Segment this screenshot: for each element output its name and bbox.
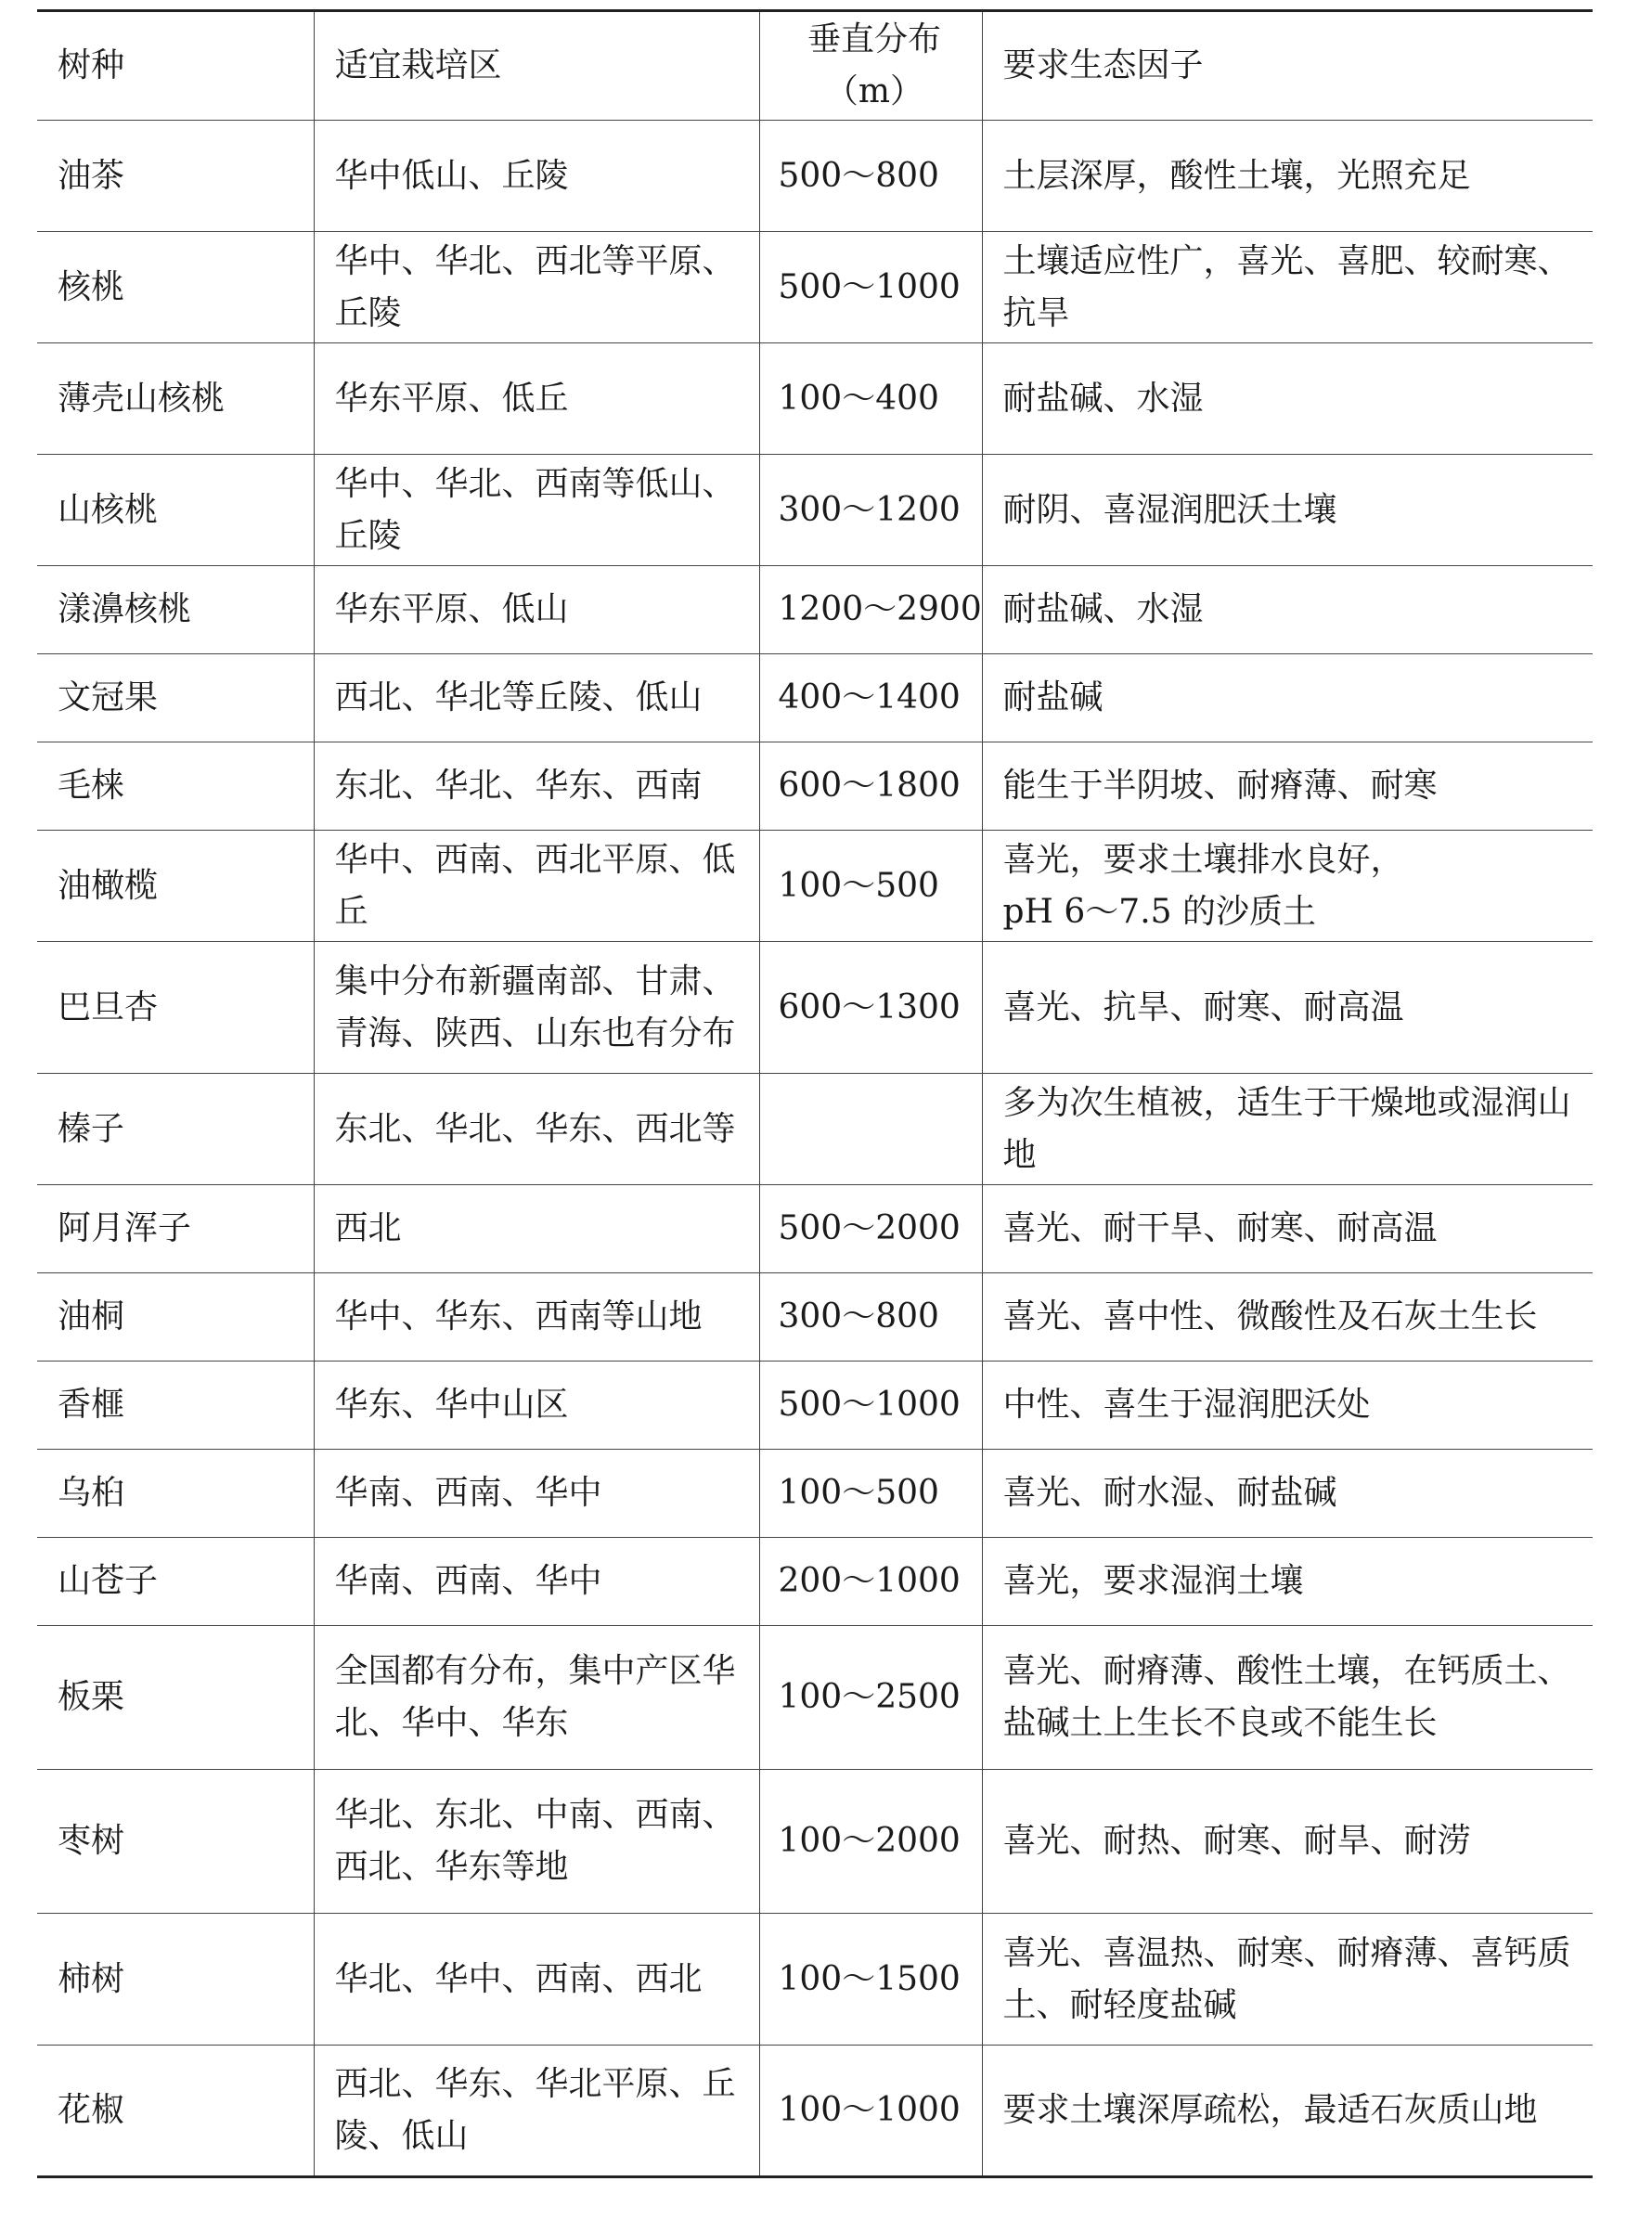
table-header-row: [37, 11, 1593, 121]
cell-species: 漾濞核桃: [37, 566, 314, 654]
cell-region: 东北、华北、华东、西北等: [314, 1074, 759, 1185]
cell-region: 华东、华中山区: [314, 1362, 759, 1450]
table-row: [37, 1273, 1593, 1362]
cell-region: 西北、华东、华北平原、丘陵、低山: [314, 2046, 759, 2177]
table-row: [37, 654, 1593, 742]
cell-ecology: 土层深厚，酸性土壤，光照充足: [982, 121, 1593, 232]
cell-ecology: 中性、喜生于湿润肥沃处: [982, 1362, 1593, 1450]
header-vertical-distribution: [759, 11, 982, 121]
table-row: [37, 1770, 1593, 1914]
cell-species: 山苍子: [37, 1538, 314, 1626]
cell-vertical-distribution: 600～1300: [759, 942, 982, 1074]
cell-vertical-distribution: 100～1000: [759, 2046, 982, 2177]
cell-vertical-distribution: 300～1200: [759, 455, 982, 566]
cell-region: 华南、西南、华中: [314, 1450, 759, 1538]
cell-vertical-distribution: 100～400: [759, 343, 982, 455]
cell-species: 乌桕: [37, 1450, 314, 1538]
cell-vertical-distribution: 400～1400: [759, 654, 982, 742]
cell-vertical-distribution: [759, 1074, 982, 1185]
cell-region: 华北、华中、西南、西北: [314, 1914, 759, 2046]
cell-ecology: 要求土壤深厚疏松，最适石灰质山地: [982, 2046, 1593, 2177]
table-row: [37, 1362, 1593, 1450]
cell-region: 华东平原、低山: [314, 566, 759, 654]
cell-region: 西北、华北等丘陵、低山: [314, 654, 759, 742]
table-row: [37, 742, 1593, 831]
table-row: [37, 2046, 1593, 2177]
cell-ecology: 耐盐碱、水湿: [982, 343, 1593, 455]
cell-vertical-distribution: 100～1500: [759, 1914, 982, 2046]
cell-vertical-distribution: 100～2000: [759, 1770, 982, 1914]
cell-vertical-distribution: 300～800: [759, 1273, 982, 1362]
cell-ecology: 喜光、喜温热、耐寒、耐瘠薄、喜钙质土、耐轻度盐碱: [982, 1914, 1593, 2046]
cell-species: 文冠果: [37, 654, 314, 742]
cell-ecology: 喜光、抗旱、耐寒、耐高温: [982, 942, 1593, 1074]
cell-ecology: 喜光、耐水湿、耐盐碱: [982, 1450, 1593, 1538]
cell-ecology: 土壤适应性广，喜光、喜肥、较耐寒、抗旱: [982, 232, 1593, 343]
cell-ecology: 喜光、耐干旱、耐寒、耐高温: [982, 1185, 1593, 1273]
header-ecology: 要求生态因子: [982, 11, 1593, 121]
cell-region: 东北、华北、华东、西南: [314, 742, 759, 831]
table-row: [37, 121, 1593, 232]
header-species: 树种: [37, 11, 314, 121]
cell-region: 华东平原、低丘: [314, 343, 759, 455]
cell-ecology: 喜光，要求湿润土壤: [982, 1538, 1593, 1626]
cell-ecology-line: 喜光，要求土壤排水良好，: [1002, 840, 1404, 879]
table-row: [37, 343, 1593, 455]
table-row: [37, 1914, 1593, 2046]
header-region: 适宜栽培区: [314, 11, 759, 121]
cell-species: 榛子: [37, 1074, 314, 1185]
cell-ecology: 耐盐碱: [982, 654, 1593, 742]
table-row: [37, 1074, 1593, 1185]
cell-region: 全国都有分布，集中产区华北、华中、华东: [314, 1626, 759, 1770]
cell-region: 集中分布新疆南部、甘肃、青海、陕西、山东也有分布: [314, 942, 759, 1074]
table-row: [37, 942, 1593, 1074]
cell-ecology: 喜光、耐热、耐寒、耐旱、耐涝: [982, 1770, 1593, 1914]
cell-species: 柿树: [37, 1914, 314, 2046]
cell-vertical-distribution: 100～2500: [759, 1626, 982, 1770]
cell-species: 板栗: [37, 1626, 314, 1770]
cell-species: 油橄榄: [37, 831, 314, 942]
cell-vertical-distribution: 1200～2900: [759, 566, 982, 654]
cell-ecology: 喜光、喜中性、微酸性及石灰土生长: [982, 1273, 1593, 1362]
cell-species: 毛梾: [37, 742, 314, 831]
cell-species: 花椒: [37, 2046, 314, 2177]
table-row: [37, 232, 1593, 343]
cell-vertical-distribution: 200～1000: [759, 1538, 982, 1626]
cell-vertical-distribution: 600～1800: [759, 742, 982, 831]
cell-vertical-distribution: 500～2000: [759, 1185, 982, 1273]
table-row: [37, 1538, 1593, 1626]
table-row: [37, 1450, 1593, 1538]
cell-species: 阿月浑子: [37, 1185, 314, 1273]
cell-region: 华北、东北、中南、西南、西北、华东等地: [314, 1770, 759, 1914]
cell-region: 华南、西南、华中: [314, 1538, 759, 1626]
cell-ecology: 喜光、耐瘠薄、酸性土壤，在钙质土、盐碱土上生长不良或不能生长: [982, 1626, 1593, 1770]
cell-species: 薄壳山核桃: [37, 343, 314, 455]
cell-vertical-distribution: 500～1000: [759, 232, 982, 343]
cell-species: 油茶: [37, 121, 314, 232]
cell-vertical-distribution: 100～500: [759, 1450, 982, 1538]
cell-ecology: [982, 831, 1593, 942]
header-vertical-distribution-label: 垂直分布: [807, 20, 941, 59]
cell-region: 西北: [314, 1185, 759, 1273]
cell-region: 华中、华东、西南等山地: [314, 1273, 759, 1362]
cell-region: 华中、华北、西南等低山、丘陵: [314, 455, 759, 566]
cell-vertical-distribution: 100～500: [759, 831, 982, 942]
table-row: [37, 1626, 1593, 1770]
table-row: [37, 566, 1593, 654]
table-row: [37, 831, 1593, 942]
cell-region: 华中、华北、西北等平原、丘陵: [314, 232, 759, 343]
cell-species: 油桐: [37, 1273, 314, 1362]
cell-vertical-distribution: 500～1000: [759, 1362, 982, 1450]
cell-ecology: 耐阴、喜湿润肥沃土壤: [982, 455, 1593, 566]
tree-species-table: [37, 9, 1593, 2178]
cell-region: 华中、西南、西北平原、低丘: [314, 831, 759, 942]
cell-ecology-line: pH 6～7.5 的沙质土: [1002, 892, 1316, 931]
cell-vertical-distribution: 500～800: [759, 121, 982, 232]
cell-ecology: 多为次生植被，适生于干燥地或湿润山地: [982, 1074, 1593, 1185]
cell-ecology: 能生于半阴坡、耐瘠薄、耐寒: [982, 742, 1593, 831]
cell-species: 核桃: [37, 232, 314, 343]
cell-species: 山核桃: [37, 455, 314, 566]
cell-species: 巴旦杏: [37, 942, 314, 1074]
header-vertical-distribution-unit: （m）: [824, 72, 924, 110]
table-row: [37, 1185, 1593, 1273]
cell-species: 枣树: [37, 1770, 314, 1914]
cell-region: 华中低山、丘陵: [314, 121, 759, 232]
cell-ecology: 耐盐碱、水湿: [982, 566, 1593, 654]
table-row: [37, 455, 1593, 566]
cell-species: 香榧: [37, 1362, 314, 1450]
